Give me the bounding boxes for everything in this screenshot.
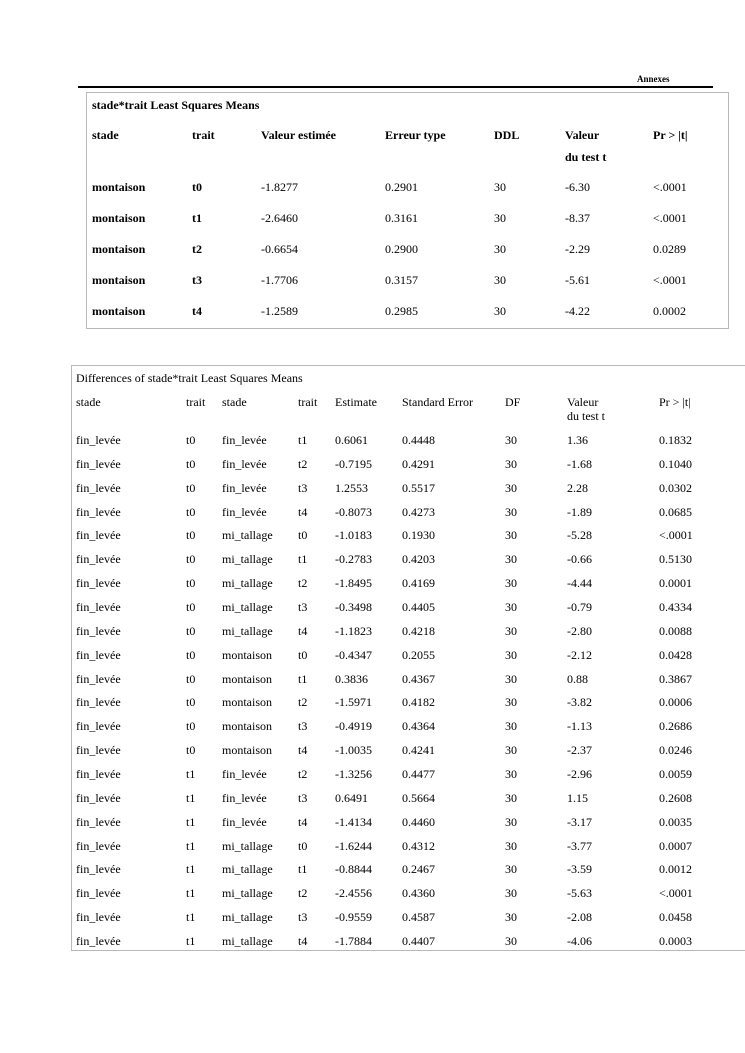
cell-estimate: -0.2783: [335, 552, 372, 567]
cell-p-value: <.0001: [659, 886, 693, 901]
cell-p-value: 0.2686: [659, 719, 692, 734]
differences-table-title: Differences of stade*trait Least Squares Means: [76, 371, 303, 385]
cell-stade2: montaison: [222, 647, 272, 662]
cell-t-value: -2.80: [567, 623, 592, 638]
cell-t-value: -5.28: [567, 528, 592, 543]
cell-t-value: 2.28: [567, 480, 588, 495]
cell-trait: t1: [186, 814, 196, 829]
cell-trait2: t1: [298, 671, 308, 686]
cell-std-error: 0.2467: [402, 862, 435, 877]
col-header-trait2: trait: [298, 395, 318, 409]
col-header-t-value: Valeur: [565, 128, 600, 142]
cell-df: 30: [505, 552, 517, 567]
cell-trait2: t4: [298, 623, 308, 638]
cell-trait: t1: [186, 886, 196, 901]
cell-stade: montaison: [92, 273, 146, 287]
cell-std-error: 0.5664: [402, 790, 435, 805]
cell-t-value: -4.44: [567, 576, 592, 591]
cell-std-error: 0.4448: [402, 433, 435, 447]
col-header-ddl: DDL: [494, 128, 520, 142]
cell-t-value: -1.68: [567, 456, 592, 471]
cell-stade2: mi_tallage: [222, 600, 273, 615]
cell-estimate: -2.6460: [261, 211, 298, 225]
cell-stade: fin_levée: [76, 552, 121, 567]
cell-p-value: 0.5130: [659, 552, 692, 567]
cell-stade: montaison: [92, 180, 146, 194]
cell-t-value: -5.61: [565, 273, 590, 287]
cell-std-error: 0.4182: [402, 695, 435, 710]
cell-t-value: -5.63: [567, 886, 592, 901]
cell-df: 30: [505, 934, 517, 949]
cell-trait: t1: [186, 790, 196, 805]
cell-stade: fin_levée: [76, 767, 121, 782]
cell-trait: t0: [186, 695, 196, 710]
cell-t-value: -2.96: [567, 767, 592, 782]
cell-stade2: montaison: [222, 695, 272, 710]
cell-trait: t4: [192, 304, 202, 318]
cell-ddl: 30: [494, 180, 506, 194]
cell-estimate: -1.0183: [335, 528, 372, 543]
cell-stade2: montaison: [222, 671, 272, 686]
cell-trait2: t3: [298, 790, 308, 805]
cell-t-value: -2.12: [567, 647, 592, 662]
cell-df: 30: [505, 910, 517, 925]
cell-df: 30: [505, 504, 517, 519]
col-header-estimate: Estimate: [335, 395, 377, 409]
cell-p-value: <.0001: [653, 180, 687, 194]
cell-t-value: -4.22: [565, 304, 590, 318]
cell-trait2: t1: [298, 433, 308, 447]
cell-trait: t0: [186, 576, 196, 591]
cell-stade2: fin_levée: [222, 433, 267, 447]
cell-trait: t1: [186, 767, 196, 782]
cell-p-value: 0.3867: [659, 671, 692, 686]
cell-trait2: t2: [298, 576, 308, 591]
cell-std-error: 0.4587: [402, 910, 435, 925]
cell-t-value: -3.77: [567, 838, 592, 853]
cell-p-value: 0.0088: [659, 623, 692, 638]
cell-p-value: 0.0006: [659, 695, 692, 710]
cell-trait2: t4: [298, 504, 308, 519]
cell-trait: t0: [186, 456, 196, 471]
cell-stade: fin_levée: [76, 433, 121, 447]
cell-trait: t0: [192, 180, 202, 194]
cell-p-value: 0.0035: [659, 814, 692, 829]
cell-stade2: mi_tallage: [222, 576, 273, 591]
cell-stade2: montaison: [222, 719, 272, 734]
cell-trait: t0: [186, 647, 196, 662]
lsmeans-table-title: stade*trait Least Squares Means: [92, 98, 260, 112]
cell-df: 30: [505, 623, 517, 638]
lsmeans-table: [86, 92, 729, 329]
cell-std-error: 0.2900: [385, 242, 418, 256]
cell-estimate: -1.8277: [261, 180, 298, 194]
cell-df: 30: [505, 433, 517, 447]
cell-stade2: fin_levée: [222, 814, 267, 829]
cell-df: 30: [505, 886, 517, 901]
cell-stade: fin_levée: [76, 862, 121, 877]
cell-stade2: montaison: [222, 743, 272, 758]
col-header-p-value: Pr > |t|: [653, 128, 688, 142]
cell-t-value: -0.66: [567, 552, 592, 567]
cell-stade: fin_levée: [76, 647, 121, 662]
cell-stade: montaison: [92, 304, 146, 318]
cell-stade: fin_levée: [76, 934, 121, 949]
cell-std-error: 0.3157: [385, 273, 418, 287]
col-header-t-value-line2: du test t: [565, 150, 607, 164]
cell-std-error: 0.1930: [402, 528, 435, 543]
cell-estimate: 1.2553: [335, 480, 368, 495]
cell-estimate: -1.3256: [335, 767, 372, 782]
cell-t-value: -0.79: [567, 600, 592, 615]
cell-t-value: -2.08: [567, 910, 592, 925]
col-header-df: DF: [505, 395, 521, 409]
cell-trait: t1: [186, 910, 196, 925]
cell-stade2: mi_tallage: [222, 552, 273, 567]
col-header-trait: trait: [192, 128, 215, 142]
cell-stade2: mi_tallage: [222, 528, 273, 543]
cell-trait: t0: [186, 528, 196, 543]
cell-t-value: -3.17: [567, 814, 592, 829]
cell-std-error: 0.4405: [402, 600, 435, 615]
cell-std-error: 0.4291: [402, 456, 435, 471]
cell-p-value: 0.0458: [659, 910, 692, 925]
cell-estimate: -0.4919: [335, 719, 372, 734]
col-header-stade: stade: [92, 128, 119, 142]
cell-std-error: 0.3161: [385, 211, 418, 225]
cell-estimate: -1.5971: [335, 695, 372, 710]
cell-t-value: -6.30: [565, 180, 590, 194]
cell-stade: montaison: [92, 242, 146, 256]
cell-estimate: -1.2589: [261, 304, 298, 318]
cell-trait: t1: [186, 862, 196, 877]
cell-trait: t0: [186, 743, 196, 758]
cell-t-value: -8.37: [565, 211, 590, 225]
cell-estimate: -1.7884: [335, 934, 372, 949]
cell-stade: fin_levée: [76, 838, 121, 853]
cell-stade2: fin_levée: [222, 456, 267, 471]
cell-stade: fin_levée: [76, 671, 121, 686]
cell-estimate: -1.1823: [335, 623, 372, 638]
cell-trait2: t3: [298, 600, 308, 615]
cell-ddl: 30: [494, 273, 506, 287]
cell-estimate: -1.7706: [261, 273, 298, 287]
cell-p-value: <.0001: [653, 273, 687, 287]
cell-std-error: 0.4364: [402, 719, 435, 734]
cell-df: 30: [505, 600, 517, 615]
cell-df: 30: [505, 647, 517, 662]
cell-estimate: -2.4556: [335, 886, 372, 901]
cell-estimate: -1.4134: [335, 814, 372, 829]
cell-p-value: 0.0246: [659, 743, 692, 758]
cell-estimate: 0.3836: [335, 671, 368, 686]
cell-trait: t0: [186, 552, 196, 567]
cell-estimate: -0.3498: [335, 600, 372, 615]
cell-t-value: -3.82: [567, 695, 592, 710]
cell-t-value: 1.15: [567, 790, 588, 805]
cell-df: 30: [505, 671, 517, 686]
cell-std-error: 0.4312: [402, 838, 435, 853]
cell-std-error: 0.4241: [402, 743, 435, 758]
col-header-trait: trait: [186, 395, 206, 409]
cell-stade: fin_levée: [76, 528, 121, 543]
cell-p-value: 0.2608: [659, 790, 692, 805]
cell-df: 30: [505, 576, 517, 591]
cell-t-value: 1.36: [567, 433, 588, 447]
cell-p-value: 0.0001: [659, 576, 692, 591]
cell-trait: t0: [186, 504, 196, 519]
cell-trait: t0: [186, 623, 196, 638]
cell-df: 30: [505, 456, 517, 471]
cell-p-value: 0.0003: [659, 934, 692, 949]
cell-estimate: -0.6654: [261, 242, 298, 256]
cell-std-error: 0.4218: [402, 623, 435, 638]
cell-p-value: 0.0002: [653, 304, 686, 318]
cell-stade: fin_levée: [76, 790, 121, 805]
cell-trait2: t0: [298, 647, 308, 662]
cell-trait2: t2: [298, 695, 308, 710]
cell-df: 30: [505, 838, 517, 853]
cell-trait: t0: [186, 719, 196, 734]
cell-trait: t3: [192, 273, 202, 287]
cell-stade2: mi_tallage: [222, 862, 273, 877]
col-header-estimate: Valeur estimée: [261, 128, 336, 142]
cell-ddl: 30: [494, 211, 506, 225]
col-header-stade: stade: [76, 395, 101, 409]
cell-trait2: t3: [298, 480, 308, 495]
cell-trait2: t3: [298, 719, 308, 734]
cell-p-value: 0.0428: [659, 647, 692, 662]
cell-std-error: 0.4477: [402, 767, 435, 782]
cell-df: 30: [505, 528, 517, 543]
cell-trait2: t4: [298, 743, 308, 758]
cell-stade2: fin_levée: [222, 767, 267, 782]
cell-estimate: -1.8495: [335, 576, 372, 591]
page-header-label: Annexes: [637, 74, 670, 84]
cell-std-error: 0.4407: [402, 934, 435, 949]
cell-stade: fin_levée: [76, 576, 121, 591]
cell-stade2: fin_levée: [222, 504, 267, 519]
cell-stade2: mi_tallage: [222, 910, 273, 925]
cell-trait: t2: [192, 242, 202, 256]
cell-trait: t0: [186, 671, 196, 686]
cell-df: 30: [505, 695, 517, 710]
cell-stade2: mi_tallage: [222, 838, 273, 853]
cell-t-value: -4.06: [567, 934, 592, 949]
col-header-std-error: Erreur type: [385, 128, 446, 142]
cell-trait: t1: [186, 934, 196, 949]
cell-stade: fin_levée: [76, 480, 121, 495]
cell-t-value: -2.29: [565, 242, 590, 256]
cell-trait: t1: [186, 838, 196, 853]
cell-estimate: -0.7195: [335, 456, 372, 471]
cell-df: 30: [505, 814, 517, 829]
cell-p-value: 0.0059: [659, 767, 692, 782]
cell-std-error: 0.2055: [402, 647, 435, 662]
cell-std-error: 0.4169: [402, 576, 435, 591]
cell-stade: fin_levée: [76, 504, 121, 519]
cell-stade: fin_levée: [76, 623, 121, 638]
cell-t-value: -1.13: [567, 719, 592, 734]
cell-std-error: 0.4460: [402, 814, 435, 829]
cell-trait: t0: [186, 433, 196, 447]
cell-p-value: 0.0685: [659, 504, 692, 519]
cell-trait2: t2: [298, 886, 308, 901]
cell-p-value: 0.0302: [659, 480, 692, 495]
differences-table: [71, 365, 745, 951]
cell-t-value: 0.88: [567, 671, 588, 686]
cell-stade: fin_levée: [76, 695, 121, 710]
col-header-t-value: Valeur: [567, 395, 599, 409]
cell-trait2: t1: [298, 552, 308, 567]
cell-trait2: t0: [298, 838, 308, 853]
cell-trait: t0: [186, 600, 196, 615]
cell-df: 30: [505, 767, 517, 782]
cell-df: 30: [505, 862, 517, 877]
cell-trait2: t4: [298, 934, 308, 949]
cell-trait2: t4: [298, 814, 308, 829]
cell-trait: t0: [186, 480, 196, 495]
col-header-stade2: stade: [222, 395, 247, 409]
cell-stade2: mi_tallage: [222, 886, 273, 901]
cell-p-value: 0.0289: [653, 242, 686, 256]
cell-stade: fin_levée: [76, 814, 121, 829]
cell-estimate: -0.4347: [335, 647, 372, 662]
cell-df: 30: [505, 743, 517, 758]
cell-estimate: -1.6244: [335, 838, 372, 853]
cell-stade: fin_levée: [76, 456, 121, 471]
cell-std-error: 0.4203: [402, 552, 435, 567]
cell-stade: fin_levée: [76, 600, 121, 615]
cell-std-error: 0.4367: [402, 671, 435, 686]
cell-p-value: <.0001: [653, 211, 687, 225]
cell-estimate: -0.8844: [335, 862, 372, 877]
cell-trait2: t1: [298, 862, 308, 877]
col-header-std-error: Standard Error: [402, 395, 473, 409]
cell-estimate: 0.6061: [335, 433, 368, 447]
cell-estimate: -0.9559: [335, 910, 372, 925]
cell-t-value: -3.59: [567, 862, 592, 877]
cell-p-value: 0.0012: [659, 862, 692, 877]
cell-stade: fin_levée: [76, 910, 121, 925]
cell-trait: t1: [192, 211, 202, 225]
cell-ddl: 30: [494, 242, 506, 256]
cell-estimate: -0.8073: [335, 504, 372, 519]
cell-stade: montaison: [92, 211, 146, 225]
cell-df: 30: [505, 790, 517, 805]
cell-ddl: 30: [494, 304, 506, 318]
cell-df: 30: [505, 719, 517, 734]
cell-stade2: fin_levée: [222, 790, 267, 805]
cell-stade: fin_levée: [76, 719, 121, 734]
cell-std-error: 0.5517: [402, 480, 435, 495]
cell-std-error: 0.4273: [402, 504, 435, 519]
cell-std-error: 0.2985: [385, 304, 418, 318]
cell-std-error: 0.4360: [402, 886, 435, 901]
cell-trait2: t2: [298, 767, 308, 782]
cell-p-value: 0.0007: [659, 838, 692, 853]
cell-stade: fin_levée: [76, 743, 121, 758]
col-header-t-value-line2: du test t: [567, 409, 605, 423]
cell-estimate: -1.0035: [335, 743, 372, 758]
cell-std-error: 0.2901: [385, 180, 418, 194]
cell-estimate: 0.6491: [335, 790, 368, 805]
cell-trait2: t2: [298, 456, 308, 471]
cell-p-value: 0.1832: [659, 433, 692, 447]
cell-p-value: 0.1040: [659, 456, 692, 471]
col-header-p-value: Pr > |t|: [659, 395, 691, 409]
cell-trait2: t0: [298, 528, 308, 543]
cell-stade2: mi_tallage: [222, 934, 273, 949]
cell-stade: fin_levée: [76, 886, 121, 901]
cell-stade2: fin_levée: [222, 480, 267, 495]
cell-t-value: -1.89: [567, 504, 592, 519]
cell-t-value: -2.37: [567, 743, 592, 758]
cell-p-value: <.0001: [659, 528, 693, 543]
cell-trait2: t3: [298, 910, 308, 925]
header-rule: [78, 86, 713, 88]
cell-df: 30: [505, 480, 517, 495]
cell-stade2: mi_tallage: [222, 623, 273, 638]
cell-p-value: 0.4334: [659, 600, 692, 615]
